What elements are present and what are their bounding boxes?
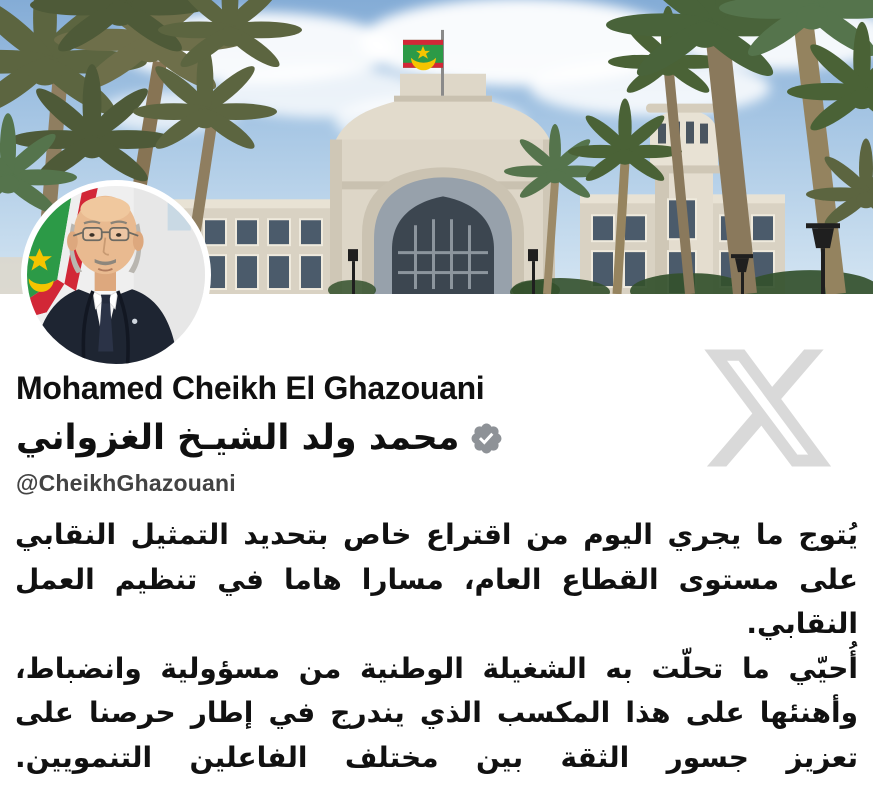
verified-badge-icon (469, 421, 504, 456)
x-logo-watermark-icon (697, 336, 838, 480)
display-name-arabic[interactable]: محمد ولد الشيـخ الغزواني (16, 418, 460, 458)
tweet-text (15, 513, 858, 780)
profile-handle[interactable]: @CheikhGhazouani (16, 470, 236, 496)
tweet-line: النقابي. (746, 607, 858, 640)
tweet-line: على مستوى القطاع العام، مسارا هاما في تنظيم العمل (15, 562, 858, 596)
tweet-line: أُحيّي ما تحلّت به الشغيلة الوطنية من مسؤولية وانضباط، (15, 651, 858, 685)
tweet-line: تعزيز جسور الثقة بين مختلف الفاعلين التنمويين. (15, 740, 858, 774)
display-name-latin[interactable]: Mohamed Cheikh El Ghazouani (16, 370, 485, 406)
profile-avatar[interactable] (21, 180, 211, 370)
tweet-line: يُتوج ما يجري اليوم من اقتراع خاص بتحديد التمثيل النقابي (15, 518, 858, 551)
avatar-photo (27, 186, 205, 364)
tweet-line: وأهنئها على هذا المكسب الذي يندرج في إطار حرصنا على (15, 696, 858, 729)
display-name-arabic-row (16, 408, 504, 468)
